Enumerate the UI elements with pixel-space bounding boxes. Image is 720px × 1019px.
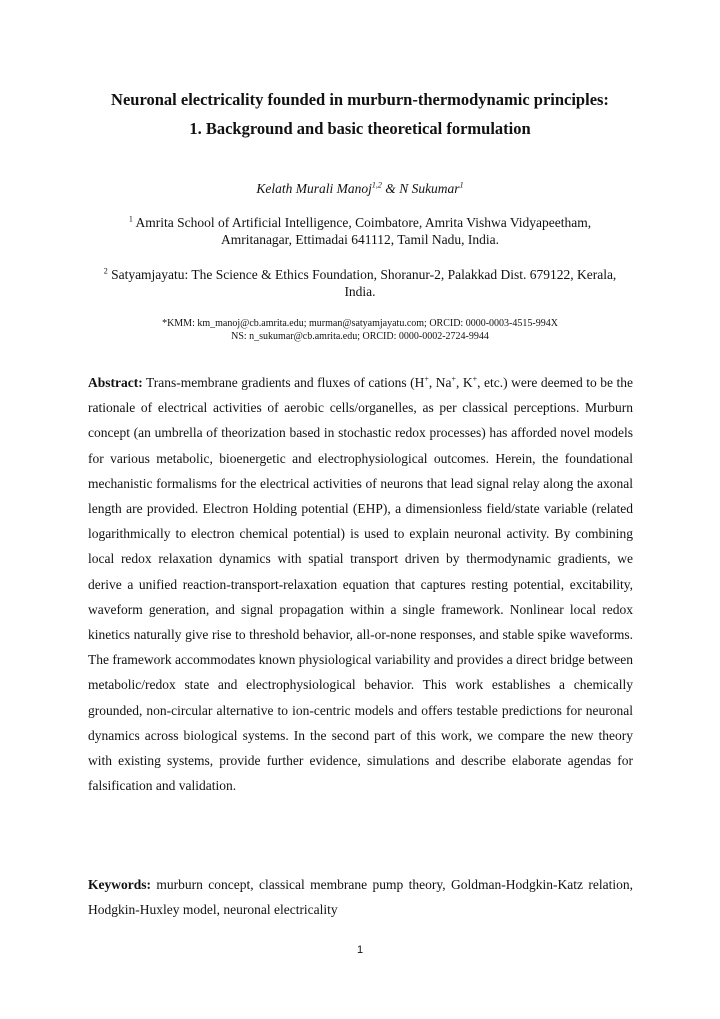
affiliation-1-marker: 1 bbox=[128, 214, 133, 224]
keywords-label: Keywords: bbox=[88, 877, 151, 892]
author-separator: & bbox=[381, 181, 400, 196]
paper-title-line-1: Neuronal electricality founded in murburn-thermodynamic principles: bbox=[111, 90, 609, 109]
contact-info bbox=[80, 317, 640, 343]
author-1-name: Kelath Murali Manoj bbox=[256, 181, 372, 196]
abstract-text-part-3: , K bbox=[456, 375, 473, 390]
author-1-affiliation-marker: 1,2 bbox=[371, 180, 382, 190]
author-2-name: N Sukumar bbox=[399, 181, 460, 196]
affiliation-2 bbox=[100, 266, 620, 300]
author-line bbox=[0, 181, 720, 197]
abstract-text-part-4: , etc.) were deemed to be the rationale of electrical activities of aerobic cells/organelles, as per classical perceptions. Murburn concept (an umbrella of theorization based in stochastic redox processes) has afforded novel models for various metabolic, bioenergetic and electrophysiological outcomes. Herein, the foundational mechanistic formalisms for the electrical activities of neurons that lead signal relay along the axonal length are provided. Electron Holding potential (EHP), a dimensionless field/state variable (related logarithmically to electron chemical potential) is used to explain neuronal activity. By combining local redox relaxation dynamics with spatial transport driven by thermodynamic gradients, we derive a unified reaction-transport-relaxation equation that captures resting potential, excitability, waveform generation, and signal propagation within a single framework. Nonlinear local redox kinetics naturally give rise to threshold behavior, all-or-none responses, and stable spike waveforms. The framework accommodates known physiological variability and provides a direct bridge between metabolic/redox state and electrophysiological behavior. This work establishes a chemically grounded, non-circular alternative to ion-centric models and offers testable predictions for neuronal dynamics across biological systems. In the second part of this work, we compare the new theory with existing systems, provide further evidence, simulations and describe elaborate agendas for falsification and validation. bbox=[88, 375, 634, 794]
contact-line-1: *KMM: km_manoj@cb.amrita.edu; murman@satyamjayatu.com; ORCID: 0000-0003-4515-994X bbox=[162, 318, 558, 329]
contact-line-2: NS: n_sukumar@cb.amrita.edu; ORCID: 0000-0002-2724-9944 bbox=[231, 331, 489, 342]
affiliation-1-text: Amrita School of Artificial Intelligence, Coimbatore, Amrita Vishwa Vidyapeetham, Amritanagar, Ettimadai 641112, Tamil Nadu, India. bbox=[135, 215, 592, 247]
superscript-k-charge: + bbox=[472, 374, 478, 384]
paper-title-line-2: 1. Background and basic theoretical formulation bbox=[189, 119, 531, 138]
affiliation-1 bbox=[100, 214, 620, 248]
abstract-text-part-1: Trans-membrane gradients and fluxes of cations (H bbox=[142, 375, 425, 390]
superscript-na-charge: + bbox=[451, 374, 456, 384]
abstract-paragraph bbox=[88, 370, 633, 798]
page-number: 1 bbox=[356, 944, 364, 956]
abstract-label: Abstract: bbox=[88, 375, 143, 390]
abstract-text-part-2: , Na bbox=[428, 375, 452, 390]
affiliation-2-text: Satyamjayatu: The Science & Ethics Foundation, Shoranur-2, Palakkad Dist. 679122, Kerala, India. bbox=[111, 267, 617, 299]
affiliation-2-marker: 2 bbox=[103, 266, 108, 276]
keywords-paragraph bbox=[88, 872, 633, 922]
keywords-text: murburn concept, classical membrane pump theory, Goldman-Hodgkin-Katz relation, Hodgkin-Huxley model, neuronal electricality bbox=[88, 877, 633, 918]
superscript-h-charge: + bbox=[424, 374, 429, 384]
author-2-affiliation-marker: 1 bbox=[459, 180, 464, 190]
